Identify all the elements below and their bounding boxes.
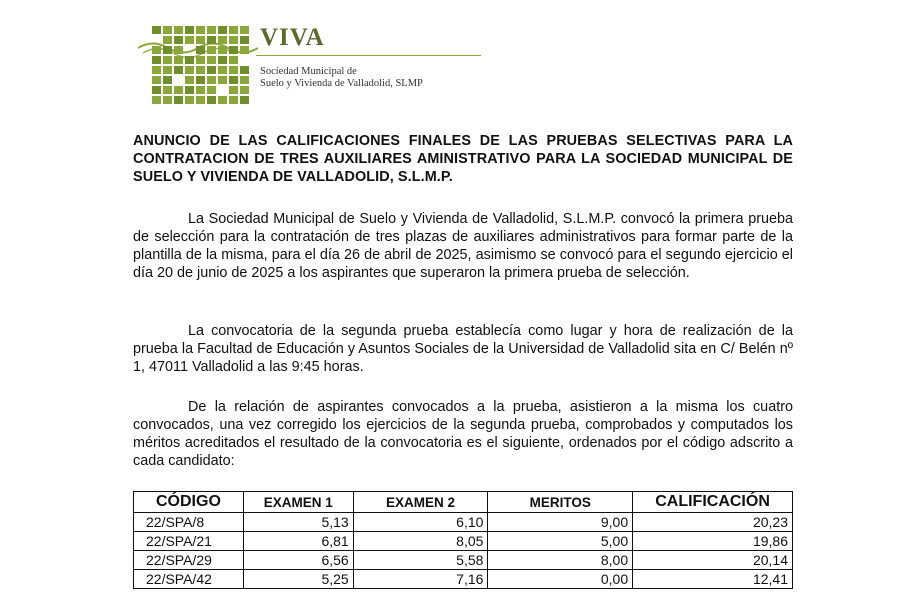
logo-square	[196, 96, 205, 104]
logo-square	[174, 26, 183, 34]
logo-square	[185, 26, 194, 34]
paragraph-3-text: De la relación de aspirantes convocados a la prueba, asistieron a la misma los cuatro convocados, una vez corregido los ejercicios de la segunda prueba, comprobados y computados los méritos acreditados el resultado de la convocatoria es el siguiente, ordenados por el código adscrito a cada candidato:	[133, 399, 793, 469]
header-calificacion: CALIFICACIÓN	[633, 492, 793, 513]
logo-square	[240, 46, 249, 54]
logo-square	[229, 56, 238, 64]
logo-square	[218, 56, 227, 64]
logo-square	[185, 76, 194, 84]
logo-square	[174, 66, 183, 74]
logo-square	[163, 66, 172, 74]
paragraph-2-text: La convocatoria de la segunda prueba establecía como lugar y hora de realización de la prueba la Facultad de Educación y Asuntos Sociales de la Universidad de Valladolid sita en C/ Belén nº 1, 47011 Valladolid a las 9:45 horas.	[133, 323, 793, 375]
logo-divider	[256, 55, 481, 56]
logo-subtitle-line2: Suelo y Vivienda de Valladolid, SLMP	[260, 78, 423, 89]
cell-calificacion: 20,14	[633, 551, 793, 570]
logo-square	[240, 96, 249, 104]
cell-examen-1: 6,56	[243, 551, 353, 570]
logo-square	[240, 36, 249, 44]
cell-examen-1: 5,25	[243, 570, 353, 589]
logo-square	[185, 96, 194, 104]
logo-square	[229, 96, 238, 104]
logo-square	[185, 36, 194, 44]
logo-square	[196, 56, 205, 64]
header-meritos: MERITOS	[488, 492, 633, 513]
cell-examen-1: 6,81	[243, 532, 353, 551]
logo-square	[196, 46, 205, 54]
logo-square	[152, 46, 161, 54]
logo-square	[152, 96, 161, 104]
logo-square	[152, 66, 161, 74]
logo-name: VIVA	[260, 24, 325, 51]
logo-square	[196, 26, 205, 34]
logo-square	[218, 36, 227, 44]
logo-square	[174, 56, 183, 64]
logo-subtitle-line1: Sociedad Municipal de	[260, 66, 357, 77]
logo-square	[174, 96, 183, 104]
logo-square	[174, 46, 183, 54]
paragraph-1	[133, 210, 793, 282]
logo-square	[229, 26, 238, 34]
cell-examen-2: 7,16	[353, 570, 488, 589]
logo-square	[152, 26, 161, 34]
cell-meritos: 5,00	[488, 532, 633, 551]
header-codigo: CÓDIGO	[134, 492, 244, 513]
logo-square	[207, 66, 216, 74]
logo-square	[185, 86, 194, 94]
cell-codigo: 22/SPA/42	[134, 570, 244, 589]
logo-square	[207, 36, 216, 44]
logo-square	[163, 26, 172, 34]
logo-square	[196, 86, 205, 94]
logo-square	[229, 46, 238, 54]
table-row	[134, 551, 793, 570]
logo-square	[218, 66, 227, 74]
cell-examen-2: 5,58	[353, 551, 488, 570]
table-row	[134, 570, 793, 589]
results-table	[133, 491, 793, 589]
logo-square	[207, 56, 216, 64]
cell-calificacion: 19,86	[633, 532, 793, 551]
logo-square	[163, 56, 172, 64]
cell-calificacion: 12,41	[633, 570, 793, 589]
logo-square	[207, 26, 216, 34]
logo-square	[240, 76, 249, 84]
logo-square	[196, 66, 205, 74]
logo-square	[152, 76, 161, 84]
logo-square	[229, 66, 238, 74]
logo-square	[163, 76, 172, 84]
document-title: ANUNCIO DE LAS CALIFICACIONES FINALES DE LAS PRUEBAS SELECTIVAS PARA LA CONTRATACION DE TRES AUXILIARES AMINISTRATIVO PARA LA SOCIEDAD MUNICIPAL DE SUELO Y VIVIENDA DE VALLADOLID, S.L.M.P.	[133, 133, 793, 185]
logo-square	[229, 36, 238, 44]
logo-square	[185, 56, 194, 64]
logo-square	[163, 96, 172, 104]
cell-meritos: 9,00	[488, 513, 633, 532]
logo-square	[240, 66, 249, 74]
logo-square	[240, 86, 249, 94]
logo-square	[218, 26, 227, 34]
cell-meritos: 0,00	[488, 570, 633, 589]
logo-square	[196, 36, 205, 44]
cell-codigo: 22/SPA/29	[134, 551, 244, 570]
logo-square	[218, 96, 227, 104]
logo-square	[152, 56, 161, 64]
paragraph-3	[133, 398, 793, 470]
cell-codigo: 22/SPA/8	[134, 513, 244, 532]
logo-square	[229, 86, 238, 94]
logo-square	[174, 86, 183, 94]
table-header-row	[134, 492, 793, 513]
logo-square	[174, 36, 183, 44]
logo-square	[207, 86, 216, 94]
logo-square	[163, 86, 172, 94]
logo-square	[207, 46, 216, 54]
paragraph-2	[133, 322, 793, 376]
header-examen-2: EXAMEN 2	[353, 492, 488, 513]
logo-square	[185, 66, 194, 74]
logo-square	[163, 36, 172, 44]
logo-square	[207, 76, 216, 84]
logo-square	[240, 26, 249, 34]
header-examen-1: EXAMEN 1	[243, 492, 353, 513]
viva-logo	[138, 24, 458, 104]
logo-square	[207, 96, 216, 104]
cell-meritos: 8,00	[488, 551, 633, 570]
logo-square	[196, 76, 205, 84]
cell-examen-2: 8,05	[353, 532, 488, 551]
logo-square	[163, 46, 172, 54]
table-row	[134, 513, 793, 532]
table-row	[134, 532, 793, 551]
logo-square	[218, 76, 227, 84]
cell-codigo: 22/SPA/21	[134, 532, 244, 551]
logo-square	[218, 46, 227, 54]
cell-examen-1: 5,13	[243, 513, 353, 532]
logo-square	[152, 86, 161, 94]
paragraph-1-text: La Sociedad Municipal de Suelo y Vivienda de Valladolid, S.L.M.P. convocó la primera prueba de selección para la contratación de tres plazas de auxiliares administrativos para formar parte de la plantilla de la misma, para el día 26 de abril de 2025, asimismo se convocó para el segundo ejercicio el día 20 de junio de 2025 a los aspirantes que superaron la primera prueba de selección.	[133, 211, 793, 281]
logo-square	[229, 76, 238, 84]
logo-subtitle	[260, 66, 423, 90]
cell-examen-2: 6,10	[353, 513, 488, 532]
cell-calificacion: 20,23	[633, 513, 793, 532]
